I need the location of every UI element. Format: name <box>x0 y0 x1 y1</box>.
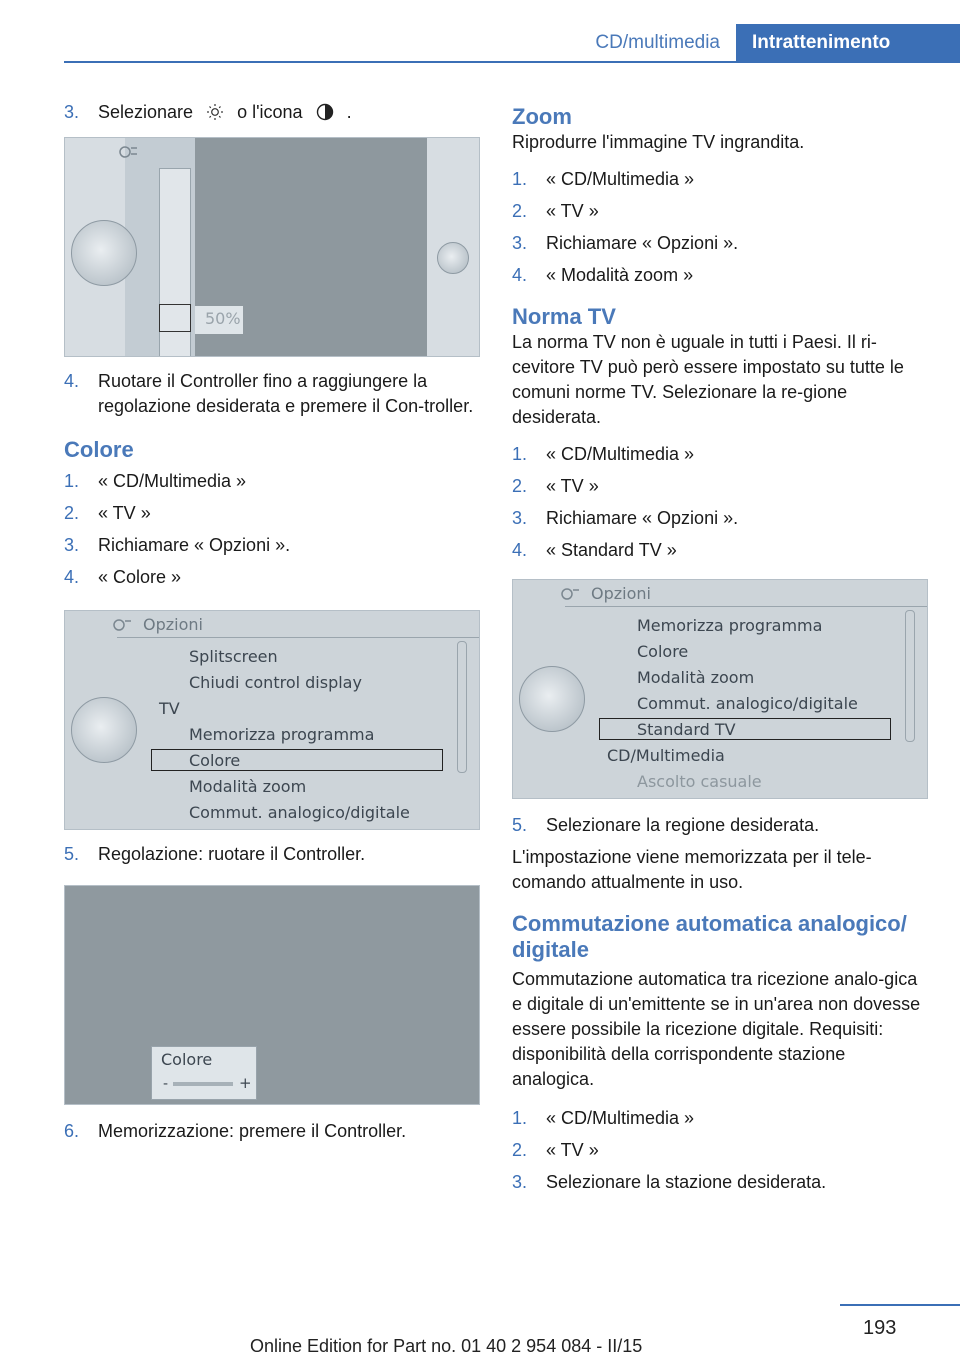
title-rule <box>565 606 927 607</box>
step-3-select-icon <box>64 100 480 125</box>
step-number: 6. <box>64 1121 80 1141</box>
norma-intro: La norma TV non è uguale in tutti i Paesi. Il ri-cevitore TV può però essere impostato su tutte le comuni norme TV. Selezionare la re-gione desiderata. <box>512 332 904 427</box>
menu-group-label: TV <box>159 699 180 718</box>
menu-item-selected: Standard TV <box>637 720 736 739</box>
header-rule <box>64 61 960 63</box>
screenshot-options-standard-tv <box>512 579 928 799</box>
step-4-rotate <box>64 369 480 419</box>
step-text <box>98 100 480 125</box>
auto-step-3 <box>512 1170 928 1195</box>
section-title-norma-tv: Norma TV <box>512 304 616 329</box>
section-title-commutazione: Commutazione automatica analogico/ digitale <box>512 911 907 962</box>
left-column <box>64 100 480 1151</box>
menu-item: Modalità zoom <box>189 777 307 796</box>
colore-step-2 <box>64 501 480 526</box>
scrollbar <box>457 641 467 773</box>
controller-knob <box>71 697 137 763</box>
zoom-step-3 <box>512 231 928 256</box>
auto-step-2 <box>512 1138 928 1163</box>
auto-step-1 <box>512 1106 928 1131</box>
step-text: « Colore » <box>98 567 182 587</box>
settings-icon <box>109 615 133 635</box>
zoom-step-4 <box>512 263 928 288</box>
step-number: 4. <box>64 371 80 391</box>
commutazione-intro: Commutazione automatica tra ricezione analo-gica e digitale di un'emittente se in un'area non dovesse essere possibile la ricezione digitale. Requisiti: disponibilità della corrispondente stazione analogica. <box>512 969 921 1089</box>
menu-title: Opzioni <box>591 584 651 603</box>
step-text: Selezionare la regione desiderata. <box>546 815 820 835</box>
step-text: Selezionare la stazione desiderata. <box>546 1172 827 1192</box>
screenshot-colore-slider <box>64 885 480 1105</box>
step-number: 5. <box>64 844 80 864</box>
brightness-icon <box>204 103 226 121</box>
step-text-a: Selezionare <box>98 102 194 122</box>
step-number: 3. <box>512 508 528 528</box>
norma-step-5 <box>512 813 928 838</box>
page-number-rule <box>840 1304 960 1306</box>
step-text: Richiamare « Opzioni ». <box>546 233 739 253</box>
step-number: 1. <box>512 1108 528 1128</box>
slider-plus: + <box>239 1074 252 1092</box>
step-text: « TV » <box>546 1140 599 1160</box>
step-text: « CD/Multimedia » <box>546 169 695 189</box>
step-number: 2. <box>64 503 80 523</box>
settings-icon <box>557 584 581 604</box>
slider-minus: - <box>163 1076 169 1092</box>
right-knob <box>437 242 469 274</box>
menu-item: Ascolto casuale <box>637 772 762 791</box>
step-text: « CD/Multimedia » <box>546 444 695 464</box>
step-number: 4. <box>512 265 528 285</box>
menu-group-label: CD/Multimedia <box>607 746 725 765</box>
step-number: 1. <box>512 444 528 464</box>
title-rule <box>117 637 479 638</box>
step-text: Richiamare « Opzioni ». <box>546 508 739 528</box>
step-number: 3. <box>64 535 80 555</box>
step-number: 3. <box>64 102 80 122</box>
step-text-c: . <box>346 102 352 122</box>
page-number: 193 <box>863 1317 897 1339</box>
step-number: 2. <box>512 201 528 221</box>
step-text: « Standard TV » <box>546 540 677 560</box>
norma-step-3 <box>512 506 928 531</box>
menu-item: Chiudi control display <box>189 673 362 692</box>
step-text: « CD/Multimedia » <box>98 471 247 491</box>
step-number: 2. <box>512 476 528 496</box>
step-number: 4. <box>64 567 80 587</box>
step-5-regolazione <box>64 842 480 867</box>
step-number: 1. <box>64 471 80 491</box>
step-number: 2. <box>512 1140 528 1160</box>
brightness-percent: 50% <box>205 309 241 328</box>
zoom-step-2 <box>512 199 928 224</box>
menu-item: Commut. analogico/digitale <box>637 694 858 713</box>
footer-edition: Online Edition for Part no. 01 40 2 954 084 - II/15 <box>250 1336 643 1356</box>
section-title-zoom: Zoom <box>512 104 572 129</box>
slider-track <box>173 1082 233 1086</box>
step-6-memorizzazione <box>64 1119 480 1144</box>
step-text: Ruotare il Controller fino a raggiungere la regolazione desiderata e premere il Con-troller. <box>98 371 474 416</box>
menu-item: Colore <box>637 642 689 661</box>
zoom-step-1 <box>512 167 928 192</box>
menu-item: Memorizza programma <box>189 725 375 744</box>
controller-knob <box>519 666 585 732</box>
norma-step-1 <box>512 442 928 467</box>
colore-step-1 <box>64 469 480 494</box>
right-column <box>512 100 928 1202</box>
menu-item: Commut. analogico/digitale <box>189 803 410 822</box>
step-text: Memorizzazione: premere il Controller. <box>98 1121 407 1141</box>
screenshot-brightness-menu <box>64 137 480 357</box>
menu-item-selected: Colore <box>189 751 241 770</box>
selection-box <box>159 304 191 332</box>
menu-title: Opzioni <box>143 615 203 634</box>
memo-text: L'impostazione viene memorizzata per il tele-comando attualmente in uso. <box>512 847 872 892</box>
zoom-intro: Riprodurre l'immagine TV ingrandita. <box>512 132 805 152</box>
step-number: 3. <box>512 233 528 253</box>
step-number: 5. <box>512 815 528 835</box>
step-text-b: o l'icona <box>237 102 303 122</box>
step-number: 1. <box>512 169 528 189</box>
step-text: « TV » <box>546 201 599 221</box>
step-text: « TV » <box>546 476 599 496</box>
menu-item: Modalità zoom <box>637 668 755 687</box>
colore-step-4 <box>64 565 480 590</box>
step-number: 4. <box>512 540 528 560</box>
slider-label: Colore <box>161 1050 213 1069</box>
norma-step-4 <box>512 538 928 563</box>
step-text: « TV » <box>98 503 151 523</box>
step-text: Regolazione: ruotare il Controller. <box>98 844 366 864</box>
step-text: Richiamare « Opzioni ». <box>98 535 291 555</box>
step-text: « Modalità zoom » <box>546 265 694 285</box>
norma-step-2 <box>512 474 928 499</box>
colore-step-3 <box>64 533 480 558</box>
section-title-colore: Colore <box>64 437 134 462</box>
step-text: « CD/Multimedia » <box>546 1108 695 1128</box>
scrollbar <box>905 610 915 742</box>
screenshot-options-colore <box>64 610 480 830</box>
step-number: 3. <box>512 1172 528 1192</box>
menu-item: Memorizza programma <box>637 616 823 635</box>
header-chapter: Intrattenimento <box>736 24 960 62</box>
settings-icon <box>115 142 139 162</box>
contrast-icon <box>314 103 336 121</box>
controller-knob <box>71 220 137 286</box>
header-section: CD/multimedia <box>595 32 720 53</box>
menu-item: Splitscreen <box>189 647 278 666</box>
